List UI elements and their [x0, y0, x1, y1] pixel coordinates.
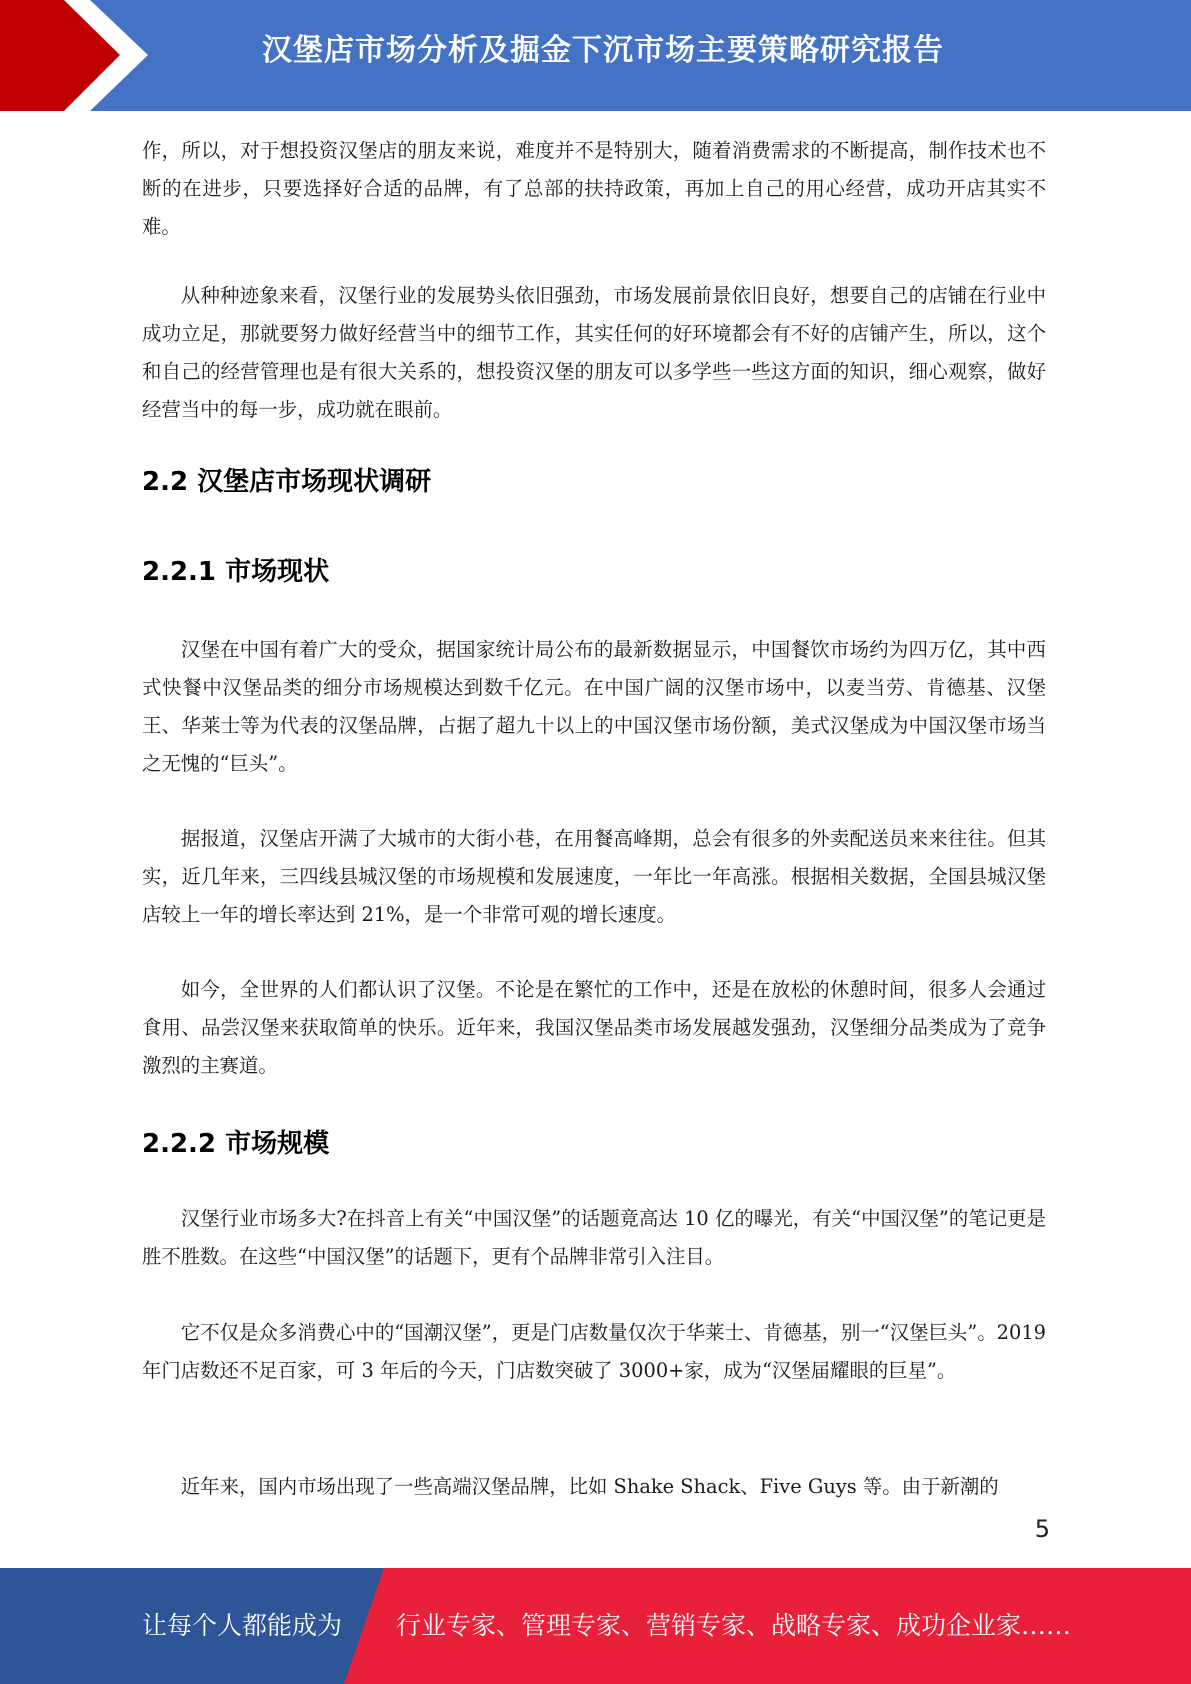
footer-slogan-left: 让每个人都能成为 [142, 1611, 343, 1640]
paragraph-text: 近年来，国内市场出现了一些高端汉堡品牌，比如 Shake Shack、Five Guys 等。由于新潮的 [180, 1475, 999, 1498]
paragraph-global-popularity [142, 971, 1046, 1085]
paragraph-outlook [142, 277, 1046, 429]
paragraph-text: 汉堡行业市场多大?在抖音上有关“中国汉堡”的话题竟高达 10 亿的曝光，有关“中国汉堡”的笔记更是胜不胜数。在这些“中国汉堡”的话题下，更有个品牌非常引入注目。 [142, 1207, 1046, 1268]
section-heading-2-2-1: 2.2.1 市场现状 [142, 557, 330, 587]
section-heading-2-2: 2.2 汉堡店市场现状调研 [142, 467, 432, 497]
paragraph-market-audience [142, 631, 1046, 783]
paragraph-text: 如今，全世界的人们都认识了汉堡。不论是在繁忙的工作中，还是在放松的休憩时间，很多人会通过食用、品尝汉堡来获取简单的快乐。近年来，我国汉堡品类市场发展越发强劲，汉堡细分品类成为了竞争激烈的主赛道。 [142, 978, 1046, 1077]
paragraph-text: 从种种迹象来看，汉堡行业的发展势头依旧强劲，市场发展前景依旧良好，想要自己的店铺在行业中成功立足，那就要努力做好经营当中的细节工作，其实任何的好环境都会有不好的店铺产生，所以，这个和自己的经营管理也是有很大关系的，想投资汉堡的朋友可以多学些一些这方面的知识，细心观察，做好经营当中的每一步，成功就在眼前。 [142, 284, 1046, 421]
page-header [0, 0, 1191, 111]
paragraph-text: 作，所以，对于想投资汉堡店的朋友来说，难度并不是特别大，随着消费需求的不断提高，制作技术也不断的在进步，只要选择好合适的品牌，有了总部的扶持政策，再加上自己的用心经营，成功开店其实不难。 [142, 139, 1046, 238]
paragraph-text: 汉堡在中国有着广大的受众，据国家统计局公布的最新数据显示，中国餐饮市场约为四万亿，其中西式快餐中汉堡品类的细分市场规模达到数千亿元。在中国广阔的汉堡市场中，以麦当劳、肯德基、汉堡王、华莱士等为代表的汉堡品牌，占据了超九十以上的中国汉堡市场份额，美式汉堡成为中国汉堡市场当之无愧的“巨头”。 [142, 638, 1046, 775]
paragraph-premium-brands [142, 1468, 1046, 1506]
paragraph-guochao-brand [142, 1314, 1046, 1390]
section-heading-2-2-2: 2.2.2 市场规模 [142, 1129, 330, 1159]
paragraph-county-growth [142, 820, 1046, 934]
paragraph-text: 据报道，汉堡店开满了大城市的大街小巷，在用餐高峰期，总会有很多的外卖配送员来来往往。但其实，近几年来，三四线县城汉堡的市场规模和发展速度，一年比一年高涨。根据相关数据，全国县城汉堡店较上一年的增长率达到 21%，是一个非常可观的增长速度。 [142, 827, 1046, 926]
chevron-arrow-icon [0, 0, 160, 111]
footer-slogan-right: 行业专家、管理专家、营销专家、战略专家、成功企业家…… [396, 1611, 1072, 1640]
paragraph-intro-continued [142, 132, 1046, 246]
paragraph-text: 它不仅是众多消费心中的“国潮汉堡”，更是门店数量仅次于华莱士、肯德基，别一“汉堡巨头”。2019 年门店数还不足百家，可 3 年后的今天，门店数突破了 3000+家，成为“汉堡届耀眼的巨星”。 [142, 1321, 1046, 1382]
page-number: 5 [1034, 1515, 1050, 1543]
report-title: 汉堡店市场分析及掘金下沉市场主要策略研究报告 [262, 33, 944, 68]
page-footer [0, 1568, 1191, 1684]
paragraph-market-size [142, 1200, 1046, 1276]
